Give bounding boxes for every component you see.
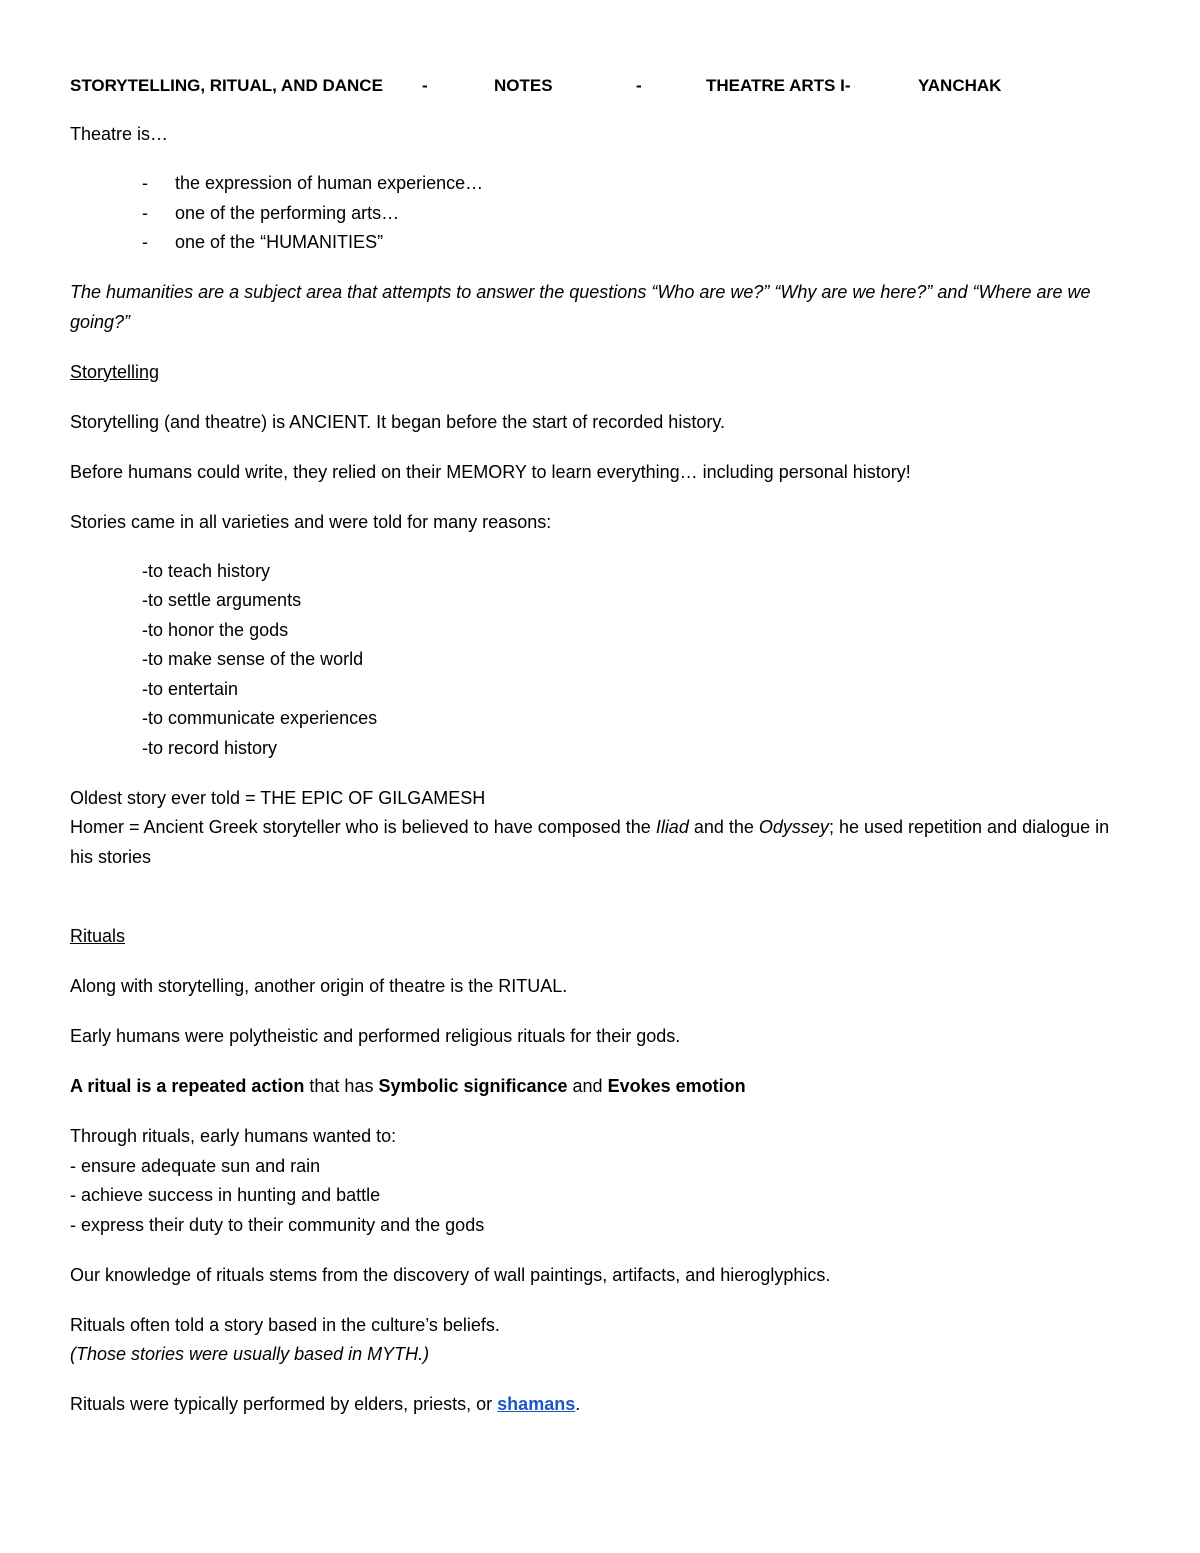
homer-paragraph: Homer = Ancient Greek storyteller who is believed to have composed the Iliad and the Odyssey; he used repetition and dialogue in his stories bbox=[70, 817, 1110, 867]
document-header bbox=[70, 71, 1130, 100]
reasons-list bbox=[70, 557, 1130, 764]
paragraph: Before humans could write, they relied on their MEMORY to learn everything… including personal history! bbox=[70, 461, 911, 482]
list-item: -to honor the gods bbox=[142, 619, 289, 640]
paragraph: Along with storytelling, another origin of theatre is the RITUAL. bbox=[70, 976, 568, 996]
myth-note: (Those stories were usually based in MYTH.) bbox=[70, 1344, 430, 1364]
paragraph: Our knowledge of rituals stems from the discovery of wall paintings, artifacts, and hieroglyphics. bbox=[70, 1264, 831, 1285]
intro-lead: Theatre is… bbox=[70, 124, 169, 144]
list-item: - the expression of human experience… bbox=[142, 173, 484, 193]
spacer bbox=[70, 893, 1130, 923]
list-item: -to record history bbox=[142, 737, 278, 758]
list-item: -to communicate experiences bbox=[142, 708, 378, 728]
list-item: -to make sense of the world bbox=[142, 649, 364, 669]
paragraph: Rituals often told a story based in the culture’s beliefs. bbox=[70, 1314, 500, 1335]
paragraph: Storytelling (and theatre) is ANCIENT. It began before the start of recorded history. bbox=[70, 411, 725, 432]
document-page bbox=[70, 71, 1130, 1440]
header-title: STORYTELLING, RITUAL, AND DANCE bbox=[70, 76, 383, 95]
performed-paragraph: Rituals were typically performed by elders, priests, or shamans. bbox=[70, 1394, 581, 1414]
goals-list bbox=[70, 1152, 1130, 1241]
list-item: -to teach history bbox=[142, 560, 271, 581]
header-notes: NOTES bbox=[494, 76, 553, 95]
ritual-definition: A ritual is a repeated action that has Symbolic significance and Evokes emotion bbox=[70, 1076, 746, 1096]
list-item: - achieve success in hunting and battle bbox=[70, 1185, 381, 1205]
paragraph: Through rituals, early humans wanted to: bbox=[70, 1126, 397, 1146]
list-item: -to settle arguments bbox=[142, 590, 302, 610]
list-item: -to entertain bbox=[142, 678, 239, 699]
section-heading-storytelling: Storytelling bbox=[70, 361, 160, 382]
oldest-story: Oldest story ever told = THE EPIC OF GILGAMESH bbox=[70, 787, 486, 808]
header-separator: - bbox=[422, 76, 428, 95]
header-teacher: YANCHAK bbox=[918, 76, 1002, 95]
list-item: - one of the performing arts… bbox=[142, 202, 400, 223]
iliad-title: Iliad bbox=[655, 817, 689, 837]
humanities-note: The humanities are a subject area that attempts to answer the questions “Who are we?” “Why are we here?” and “Where are we going?” bbox=[70, 282, 1091, 332]
intro-list bbox=[70, 169, 1130, 258]
paragraph: Early humans were polytheistic and performed religious rituals for their gods. bbox=[70, 1026, 681, 1046]
paragraph: Stories came in all varieties and were told for many reasons: bbox=[70, 511, 552, 532]
list-item: - ensure adequate sun and rain bbox=[70, 1155, 321, 1176]
list-item: - one of the “HUMANITIES” bbox=[142, 232, 384, 252]
header-separator: - bbox=[636, 76, 642, 95]
section-heading-rituals: Rituals bbox=[70, 926, 126, 946]
odyssey-title: Odyssey bbox=[758, 817, 829, 837]
list-item: - express their duty to their community and the gods bbox=[70, 1214, 485, 1235]
shamans-link[interactable]: shamans bbox=[497, 1394, 576, 1414]
header-course: THEATRE ARTS I- bbox=[706, 76, 851, 95]
